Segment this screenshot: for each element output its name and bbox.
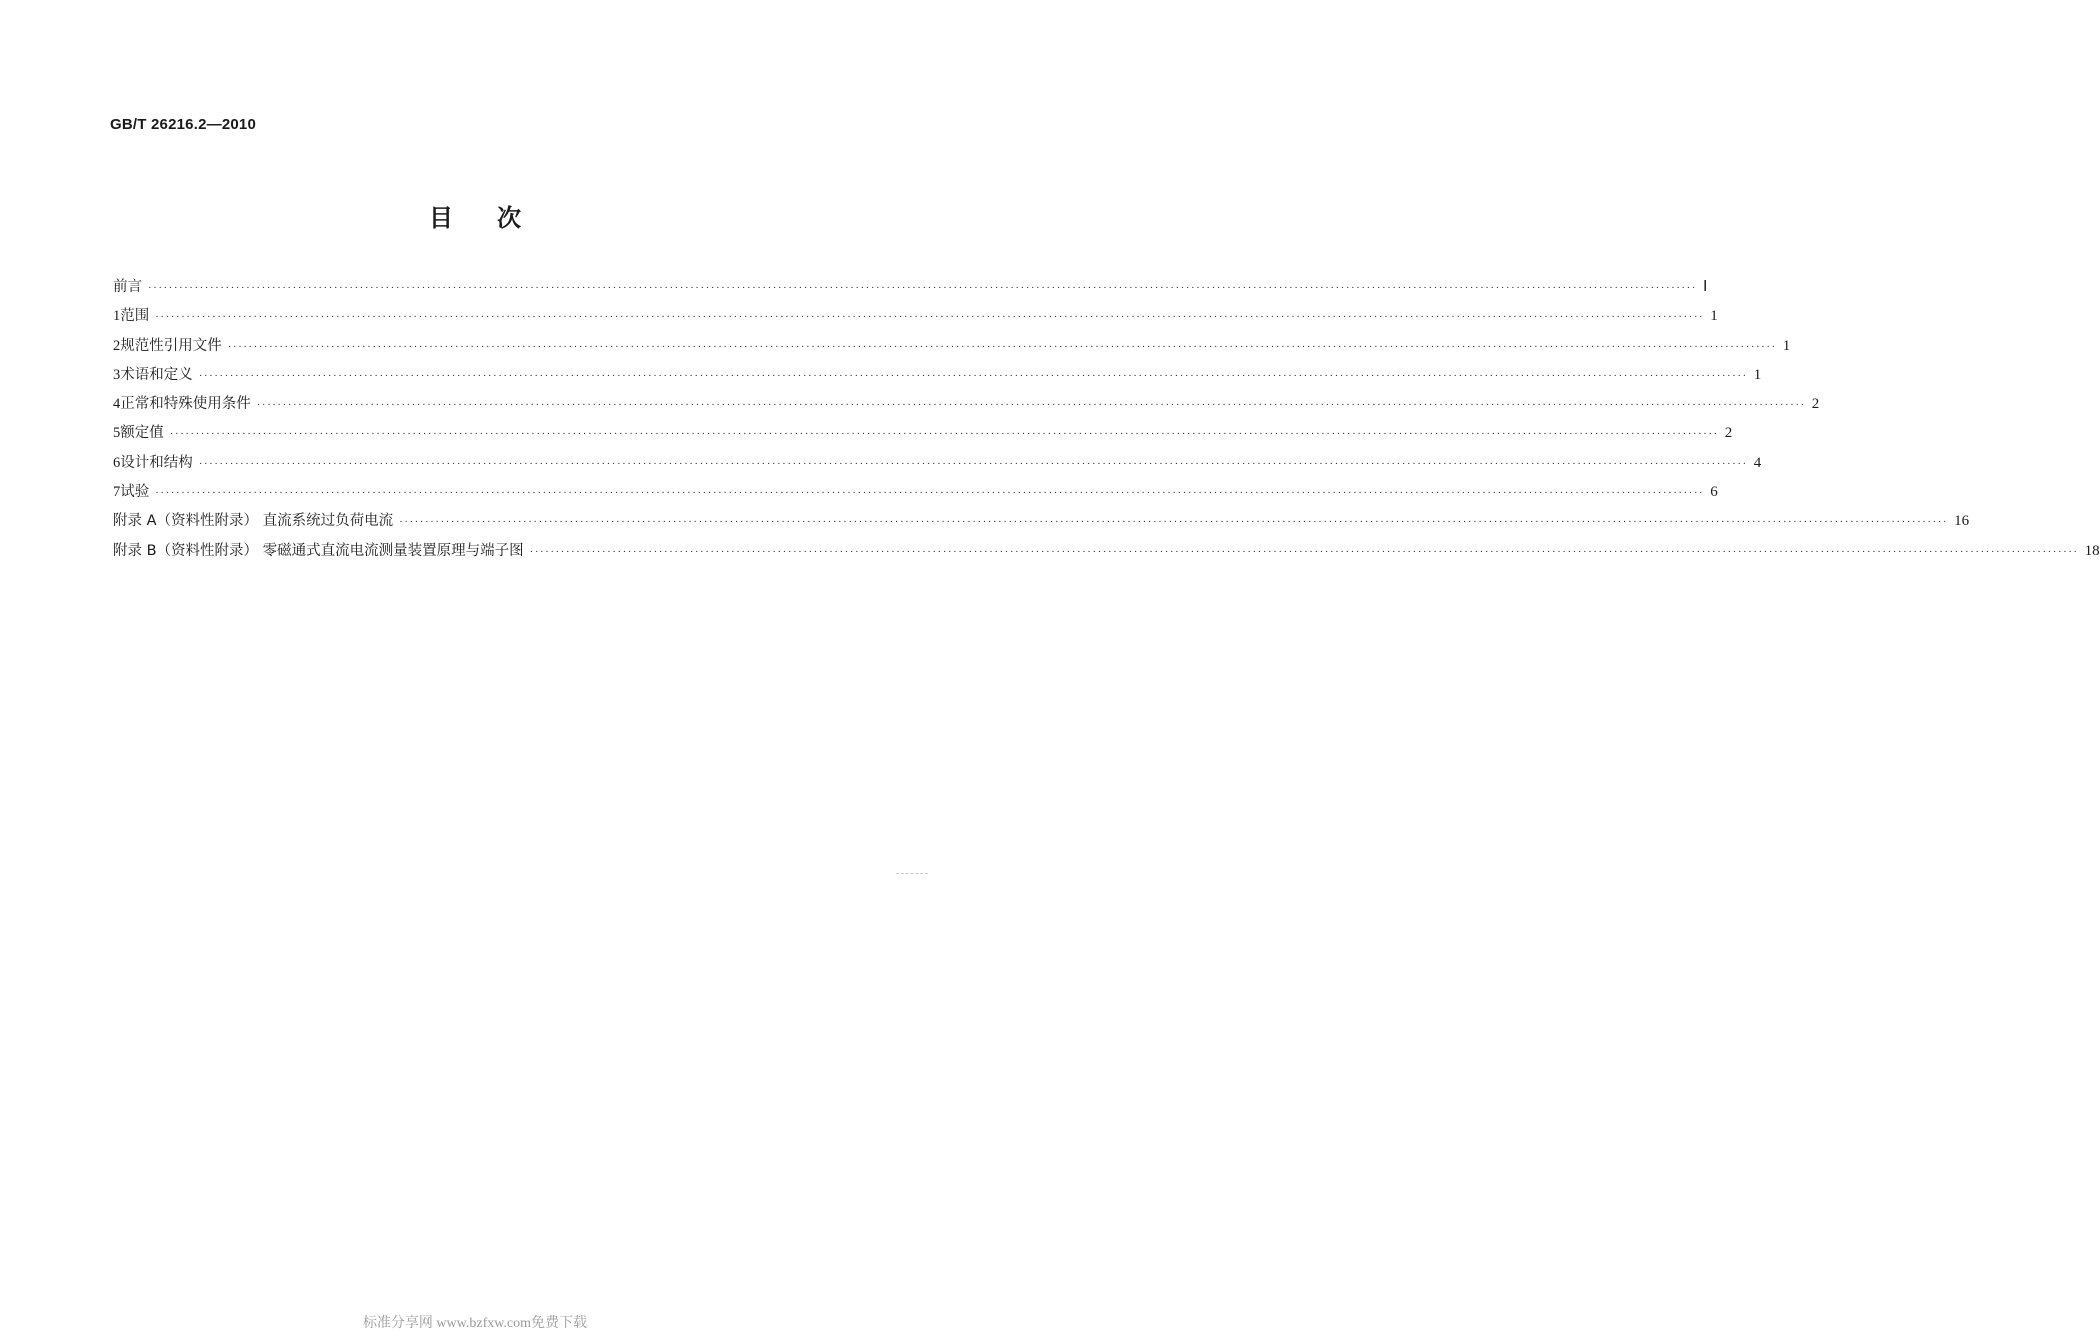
toc-entry-page: 1 <box>1782 337 1791 354</box>
toc-entry-title: 前言 <box>113 279 142 295</box>
toc-entry-page: 6 <box>1710 484 1718 501</box>
toc-entry-title: 额定值 <box>120 425 164 442</box>
toc-entry-page: 4 <box>1753 454 1762 471</box>
toc-entry-page: 1 <box>1753 366 1762 383</box>
toc-entry-number: 4 <box>113 396 121 413</box>
toc-leader-dots: ············································································································································································································································································································ <box>155 487 1705 500</box>
toc-entry-number: 7 <box>113 484 121 501</box>
toc-leader-dots: ············································································································································································································································································································ <box>155 311 1705 324</box>
toc-leader-dots: ············································································································································································································································································································ <box>198 369 1748 382</box>
toc-entry-page: Ⅰ <box>1702 279 1708 295</box>
toc-entry-title: 范围 <box>120 308 150 325</box>
toc-entry[interactable] <box>113 390 1820 419</box>
toc-leader-dots: ············································································································································································································································································································ <box>169 428 1719 441</box>
toc-entry[interactable] <box>113 302 1718 331</box>
toc-leader-dots: ············································································································································································································································································································ <box>198 457 1748 470</box>
toc-entry[interactable] <box>113 273 1708 302</box>
toc-entry[interactable] <box>113 537 2100 566</box>
toc-entry-title: 术语和定义 <box>120 366 193 383</box>
toc-leader-dots: ············································································································································································································································································································ <box>256 399 1806 412</box>
toc-entry-page: 2 <box>1811 396 1820 413</box>
toc-entry-title: 附录 B（资料性附录） 零磁通式直流电流测量装置原理与端子图 <box>113 542 524 559</box>
toc-entry[interactable] <box>113 361 1762 390</box>
toc-leader-dots: ············································································································································································································································································································ <box>399 516 1949 529</box>
toc-entry-number: 6 <box>113 454 121 471</box>
toc-entry[interactable] <box>113 419 1733 448</box>
toc-entry-title: 附录 A（资料性附录） 直流系统过负荷电流 <box>113 513 394 530</box>
toc-entry-page: 18 <box>2084 542 2100 559</box>
page-title: 目次 <box>429 204 565 232</box>
toc-entry-number: 3 <box>113 366 121 383</box>
toc-entry[interactable] <box>113 449 1762 478</box>
toc-entry-title: 试验 <box>120 484 150 501</box>
toc-entry-number: 5 <box>113 425 121 442</box>
document-id: GB/T 26216.2—2010 <box>110 116 256 133</box>
toc-entry[interactable] <box>113 507 1970 536</box>
scan-artifact <box>896 873 928 875</box>
footer-watermark: 标准分享网 www.bzfxw.com免费下载 <box>362 1316 588 1331</box>
toc-entry[interactable] <box>113 478 1718 507</box>
table-of-contents <box>113 273 2100 566</box>
toc-entry-title: 设计和结构 <box>120 454 193 471</box>
toc-entry-number: 1 <box>113 308 121 325</box>
toc-entry-title: 规范性引用文件 <box>120 337 222 354</box>
toc-entry-page: 1 <box>1710 308 1718 325</box>
toc-leader-dots: ············································································································································································································································································································ <box>227 340 1777 353</box>
toc-entry-title: 正常和特殊使用条件 <box>120 396 251 413</box>
toc-entry-page: 16 <box>1954 513 1970 530</box>
toc-entry-number: 2 <box>113 337 121 354</box>
toc-entry[interactable] <box>113 332 1791 361</box>
toc-leader-dots: ············································································································································································································································································································ <box>529 545 2079 558</box>
toc-entry-page: 2 <box>1724 425 1733 442</box>
toc-leader-dots: ············································································································································································································································································································ <box>148 282 1697 294</box>
